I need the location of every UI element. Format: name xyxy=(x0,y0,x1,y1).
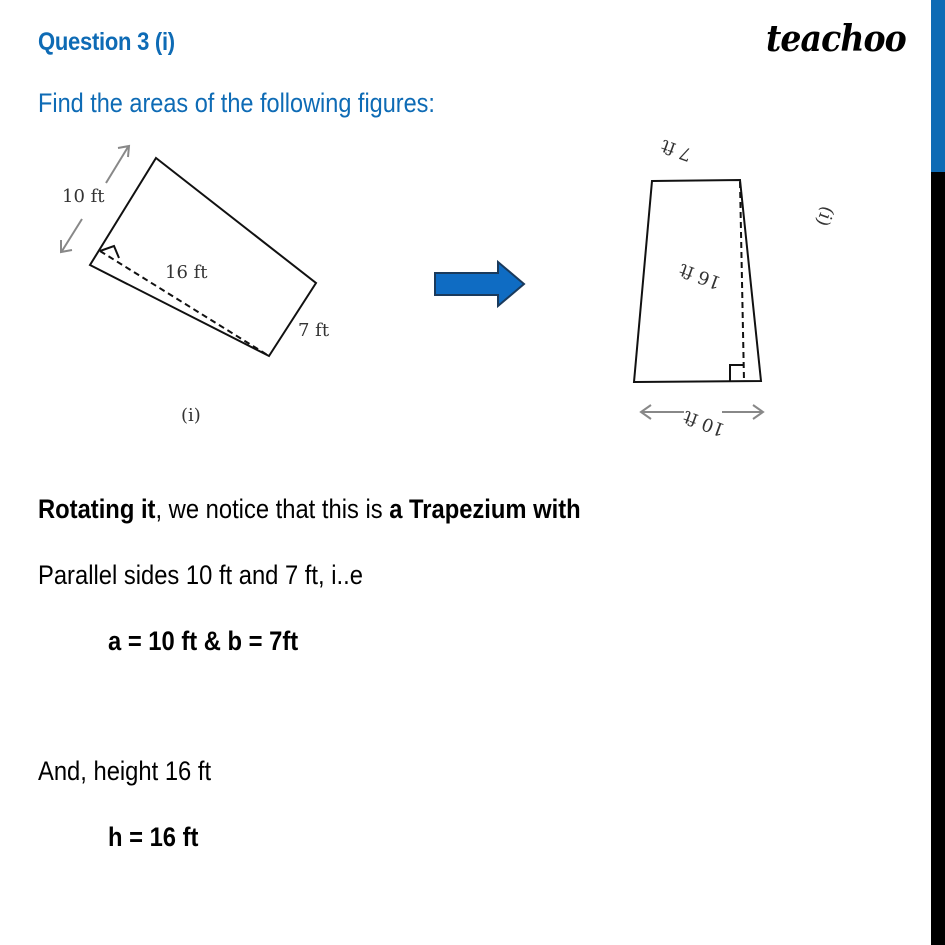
formula-h: h = 16 ft xyxy=(108,822,199,852)
formula-a-b: a = 10 ft & b = 7ft xyxy=(108,626,299,656)
question-prompt: Find the areas of the following figures: xyxy=(38,88,435,118)
label-10ft: 10 ft xyxy=(62,186,105,207)
label-rotated-10ft: 10 ft xyxy=(680,405,728,441)
label-7ft: 7 ft xyxy=(298,320,330,341)
caption-original: (i) xyxy=(181,405,201,426)
statement-height: And, height 16 ft xyxy=(38,756,212,786)
bold-rotating-it: Rotating it xyxy=(38,494,156,524)
original-trapezium-figure xyxy=(90,158,316,356)
statement-rotating xyxy=(38,494,581,525)
question-title: Question 3 (i) xyxy=(38,28,175,56)
label-16ft: 16 ft xyxy=(165,262,208,283)
text-we-notice: , we notice that this is xyxy=(155,494,390,524)
label-rotated-16ft: 16 ft xyxy=(676,258,724,294)
caption-rotated: (i) xyxy=(811,203,839,230)
label-rotated-7ft: 7 ft xyxy=(658,134,695,166)
figures-diagram xyxy=(0,0,945,470)
statement-parallel-sides: Parallel sides 10 ft and 7 ft, i..e xyxy=(38,560,363,590)
right-arrow-icon xyxy=(435,262,524,306)
bold-trapezium-with: a Trapezium with xyxy=(389,494,581,524)
teachoo-logo: teachoo xyxy=(766,18,906,60)
